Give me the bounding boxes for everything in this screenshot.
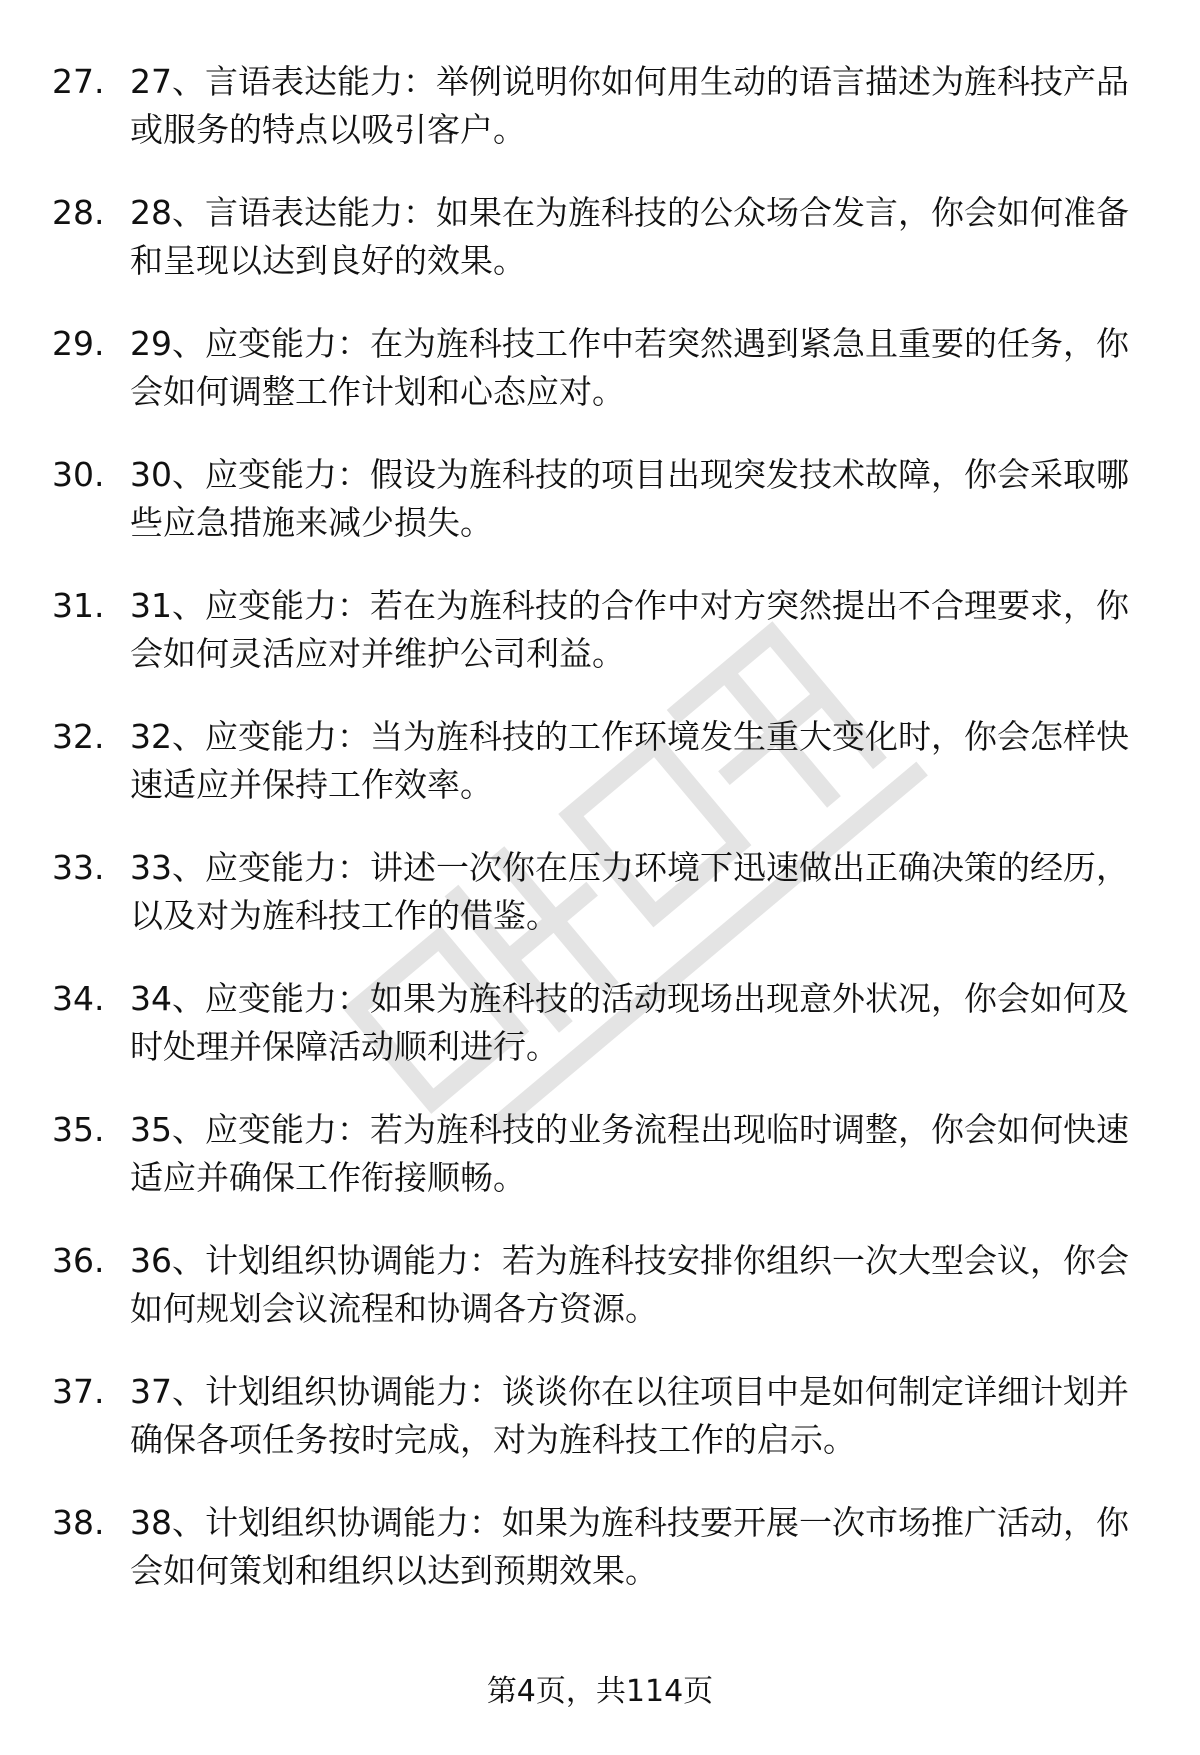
list-item <box>52 189 1152 320</box>
item-number: 36. <box>52 1241 105 1280</box>
item-text: 27、言语表达能力：举例说明你如何用生动的语言描述为旌科技产品或服务的特点以吸引客户。 <box>130 62 1129 149</box>
item-number: 28. <box>52 193 105 232</box>
item-number: 37. <box>52 1372 105 1411</box>
item-text: 35、应变能力：若为旌科技的业务流程出现临时调整，你会如何快速适应并确保工作衔接顺畅。 <box>130 1110 1129 1197</box>
item-text: 36、计划组织协调能力：若为旌科技安排你组织一次大型会议，你会如何规划会议流程和协调各方资源。 <box>130 1241 1129 1328</box>
item-text: 28、言语表达能力：如果在为旌科技的公众场合发言，你会如何准备和呈现以达到良好的效果。 <box>130 193 1129 280</box>
item-text: 29、应变能力：在为旌科技工作中若突然遇到紧急且重要的任务，你会如何调整工作计划和心态应对。 <box>130 324 1129 411</box>
question-list <box>52 58 1152 1630</box>
list-item <box>52 320 1152 451</box>
list-item <box>52 1368 1152 1499</box>
item-number: 33. <box>52 848 105 887</box>
item-number: 38. <box>52 1503 105 1542</box>
list-item <box>52 844 1152 975</box>
item-number: 31. <box>52 586 105 625</box>
item-text: 34、应变能力：如果为旌科技的活动现场出现意外状况，你会如何及时处理并保障活动顺利进行。 <box>130 979 1129 1066</box>
item-text: 30、应变能力：假设为旌科技的项目出现突发技术故障，你会采取哪些应急措施来减少损失。 <box>130 455 1129 542</box>
list-item <box>52 1499 1152 1630</box>
item-text: 31、应变能力：若在为旌科技的合作中对方突然提出不合理要求，你会如何灵活应对并维护公司利益。 <box>130 586 1129 673</box>
list-item <box>52 713 1152 844</box>
item-number: 29. <box>52 324 105 363</box>
item-number: 27. <box>52 62 105 101</box>
item-text: 38、计划组织协调能力：如果为旌科技要开展一次市场推广活动，你会如何策划和组织以达到预期效果。 <box>130 1503 1129 1590</box>
list-item <box>52 975 1152 1106</box>
item-number: 32. <box>52 717 105 756</box>
item-number: 35. <box>52 1110 105 1149</box>
item-text: 33、应变能力：讲述一次你在压力环境下迅速做出正确决策的经历，以及对为旌科技工作的借鉴。 <box>130 848 1129 935</box>
item-number: 34. <box>52 979 105 1018</box>
page-number-footer: 第4页，共114页 <box>486 1674 714 1709</box>
item-text: 32、应变能力：当为旌科技的工作环境发生重大变化时，你会怎样快速适应并保持工作效率。 <box>130 717 1129 804</box>
list-item <box>52 1237 1152 1368</box>
item-text: 37、计划组织协调能力：谈谈你在以往项目中是如何制定详细计划并确保各项任务按时完成，对为旌科技工作的启示。 <box>130 1372 1129 1459</box>
list-item <box>52 451 1152 582</box>
list-item <box>52 582 1152 713</box>
list-item <box>52 1106 1152 1237</box>
item-number: 30. <box>52 455 105 494</box>
list-item <box>52 58 1152 189</box>
